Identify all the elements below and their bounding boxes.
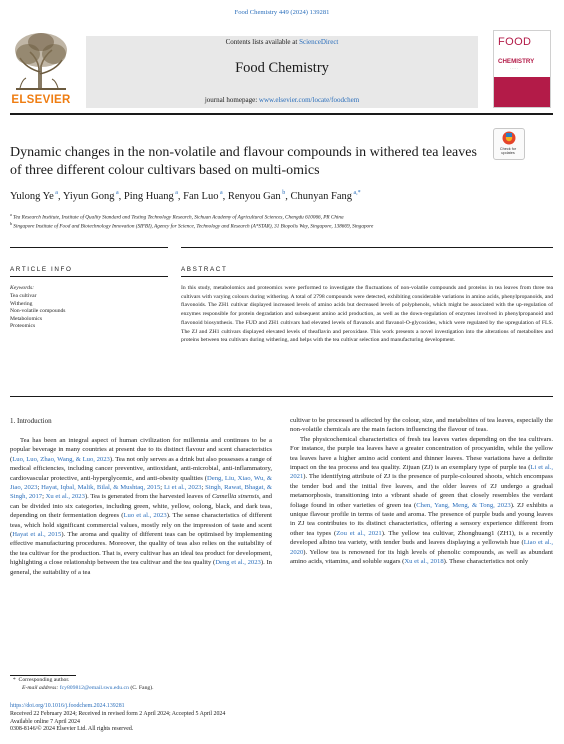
keywords-list	[10, 293, 65, 331]
affiliation-b	[10, 221, 490, 230]
homepage-line	[86, 96, 478, 104]
available-online-date: Available online 7 April 2024	[10, 718, 80, 725]
footnote-email	[22, 685, 154, 693]
body-text: ;	[42, 493, 46, 501]
body-text: ). The yellow tea cultivar, Zhonghuang1 (ZH1), is a recently developed albino tea variety, with tender buds and leaves displaying a yellowish hue (	[290, 529, 553, 547]
citation-link[interactable]: Hayat, Iqbal, Malik, Bilal, & Mushtaq, 2015	[41, 484, 161, 492]
citation-link[interactable]: Chen, Yang, Meng, & Tong, 2023	[416, 501, 511, 509]
author-separator: ,	[222, 191, 228, 202]
intro-right-column	[290, 416, 553, 567]
copyright-line: 0308-8146/© 2024 Elsevier Ltd. All rights reserved.	[10, 726, 134, 733]
keywords-label: Keywords:	[10, 285, 35, 291]
journal-cover[interactable]	[493, 30, 551, 108]
author-affiliation-marker[interactable]: a,*	[351, 190, 361, 196]
body-text: ). The aroma and quality of different teas can be optimised by implementing effective manufacturing procedures. Moreover, the quality of teas also relies on the suitability of the tea cultivar for the production. That is, every cultivar has an ideal tea product for development, highlighting a close relationship between the tea cultivar and the tea quality (	[10, 531, 272, 567]
author-name[interactable]: Ping Huang $^a$	[123, 190, 178, 202]
homepage-prefix: journal homepage:	[204, 96, 259, 104]
cover-word-chemistry: CHEMISTRY	[498, 58, 535, 65]
citation-link[interactable]: Hayat et al., 2015	[12, 531, 62, 539]
check-updates-label: Check for updates	[499, 147, 517, 156]
author-name[interactable]: Fan Luo $^a$	[183, 190, 223, 202]
body-paragraph	[290, 435, 553, 567]
body-text: ). ZJ exhibits a unique flavour profile in terms of taste and aroma. The presence of purple buds and young leaves in ZJ tea contributes to its distinct characteristics, offering a sensory experience different from other tea types (	[290, 501, 553, 537]
citation-link[interactable]: Luo et al., 2023	[123, 512, 167, 520]
keyword-item[interactable]: Metabolomics	[10, 315, 43, 322]
body-text: cultivar to be processed is affected by the colour, size, and metabolites of tea leaves, especially the non-volatile chemicals are the main factors influencing the flavour of teas.	[290, 417, 553, 434]
abstract-text: In this study, metabolomics and proteomics were performed to investigate the fluctuations of non-volatile compounds and proteins in tea leaves from three tea cultivars with varying colours during withering. A total of 2798 compounds were detected, exhibiting considerable variations in amino acids, phenylpropanoids, and flavonoids. The ZH1 cultivar displayed increased levels of amino acids but decreased levels of polyphenols, which might be associated with the up-regulation of enzymes responsible for protein degradation and subsequent amino acid production, as well as the down-regulation of enzymes involved in phenylpropanoid and flavonoid biosynthesis. The FUD and ZH1 cultivars had elevated levels of flavanols and flavanol-O-glycosides, which were regulated by the upregulation of FLS. The ZJ and ZH1 cultivars displayed elevated levels of theaflavin and peroxidase. This work presents a novel investigation into the alterations of metabolites and proteins between tea cultivars during withering, and helps with the tea cultivar selection and manufacturing development.	[181, 285, 553, 344]
homepage-link[interactable]: www.elsevier.com/locate/foodchem	[258, 96, 360, 104]
body-paragraph	[290, 416, 553, 435]
contents-line	[86, 38, 478, 46]
citation-link[interactable]: Xu et al., 2023	[45, 493, 85, 501]
author-affiliation-marker[interactable]: b	[280, 190, 286, 196]
citation-link[interactable]: Zou et al., 2021	[336, 529, 382, 537]
citation-link[interactable]: Deng et al., 2023	[215, 559, 261, 567]
author-separator: ,	[177, 191, 184, 202]
contents-prefix: Contents lists available at	[225, 38, 300, 46]
citation-link[interactable]: Singh, Rawat, Bhagat, & Singh, 2017	[10, 484, 272, 501]
body-text: ;	[201, 484, 206, 492]
affiliation-a-text: Tea Research Institute, Institute of Quality Standard and Testing Technology Research, Sichuan Academy of Agricultural Sciences, Chengdu 610066, PR China	[13, 214, 344, 221]
citation-link[interactable]: Liao et al., 2020	[290, 539, 553, 556]
author-affiliation-marker[interactable]: a	[218, 190, 223, 196]
cover-color-band	[494, 77, 550, 108]
article-info-rule-top	[10, 247, 168, 248]
abstract-rule-bottom	[10, 396, 553, 397]
email-link[interactable]: fcy809812@email.swu.edu.cn	[59, 685, 129, 691]
asterisk-marker: *	[10, 677, 19, 683]
author-name[interactable]: Renyou Gan $^b$	[227, 190, 286, 202]
abstract-rule-top	[181, 247, 553, 248]
section-heading-introduction: 1. Introduction	[10, 417, 52, 425]
author-separator: ,	[285, 191, 291, 202]
keyword-item[interactable]: Withering	[10, 300, 33, 307]
author-affiliation-marker[interactable]: a	[114, 190, 119, 196]
citation-link[interactable]: Xu et al., 2018	[404, 558, 444, 566]
keyword-item[interactable]: Tea cultivar	[10, 293, 37, 299]
author-name[interactable]: Yulong Ye $^a$	[10, 190, 58, 202]
author-name[interactable]: Yiyun Gong $^a$	[62, 190, 119, 202]
citation-link[interactable]: Deng, Liu, Xiao, Wu, & Jiao, 2023	[10, 474, 272, 492]
author-separator: ,	[57, 191, 63, 202]
body-text: ). Yellow tea is renowned for its high levels of phenolic compounds, as well as abundant amino acids, vitamins, and soluble sugars (	[290, 548, 553, 566]
article-info-rule-bottom	[10, 276, 168, 277]
journal-title: Food Chemistry	[235, 60, 329, 76]
footnote-corresponding	[10, 677, 69, 685]
affiliation-a	[10, 212, 490, 221]
journal-citation-link[interactable]: Food Chemistry 449 (2024) 139281	[234, 9, 330, 16]
citation-link[interactable]: Luo, Luo, Zhao, Wang, & Luo, 2023	[12, 455, 110, 463]
cover-fine-print: · · · · ·	[510, 67, 518, 71]
affiliation-b-marker: b	[10, 221, 12, 226]
body-text: ;	[37, 484, 42, 492]
footnote-rule	[10, 675, 76, 676]
author-affiliation-marker[interactable]: a	[53, 190, 58, 196]
affiliation-b-text: Singapore Institute of Food and Biotechnology Innovation (SIFBI), Agency for Science, Technology and Research (A*STAR), 31 Biopolis Way, Singapore, 138669, Singapore	[13, 223, 374, 230]
citation-link[interactable]: Li et al., 2023	[163, 484, 202, 492]
intro-left-column	[10, 436, 272, 577]
publisher-wordmark: ELSEVIER	[11, 94, 71, 106]
body-text: ). The identifying attribute of ZJ is the presence of purple-coloured shoots, which encompass the tender bud and the initial five leaves, and the older leaves of ZJ undergo a gradual metamorphosis, transitioning into a vibrant shade of green that closely resembles the verdant foliage found in other varieties of green tea (	[290, 473, 553, 509]
body-text: ). The sense characteristics of different teas, which hold significant commercial values, mostly rely on the impression of taste and scent (	[10, 512, 272, 539]
article-title: Dynamic changes in the non-volatile and flavour compounds in withered tea leaves of three different colour cultivars based on multi-omics	[10, 145, 477, 178]
header-rule	[10, 113, 553, 115]
received-dates: Received 22 February 2024; Received in revised form 2 April 2024; Accepted 5 April 2024	[10, 710, 226, 717]
corresponding-text: Corresponding author.	[18, 677, 70, 683]
sciencedirect-link[interactable]: ScienceDirect	[299, 38, 339, 46]
keyword-item[interactable]: Proteomics	[10, 323, 36, 330]
journal-citation-line	[0, 9, 564, 16]
email-suffix: (C. Fang).	[128, 685, 154, 691]
check-updates-icon	[494, 129, 524, 147]
body-text: ). Tea is generated from the harvested leaves of	[84, 493, 212, 501]
body-text: ). Tea not only serves as a drink but also possesses a range of medical efficiencies, including cancer preventive, antioxidant, anti-microbial, anti-inflammatory, cardiovascular protective, anti-hyperglycemic, and anti-obesity qualities (	[10, 455, 272, 482]
doi-link[interactable]: https://doi.org/10.1016/j.foodchem.2024.139281	[10, 703, 125, 709]
author-list	[10, 190, 530, 202]
species-name: Camellia sinensis	[212, 493, 260, 501]
article-meta-footer	[10, 703, 225, 734]
abstract-rule-mid	[181, 276, 553, 277]
body-text: ). In general, the suitability of a tea	[10, 559, 272, 576]
body-text: Tea has been an integral aspect of human civilization for millennia and continues to be a popular beverage in many countries at present due to its distinct flavour and scent characteristics (	[10, 437, 272, 463]
body-text: The physicochemical characteristics of fresh tea leaves varies depending on the tea cultivars. For instance, the purple tea leaves have a greater concentration of procyanidin, while the yellow tea leaves have a higher amino acid content and thinner leaves. These variations have a definite impact on the tea process and tea quality. Zijuan (ZJ) is an exemplary type of purple tea (	[290, 435, 553, 472]
body-paragraph	[10, 436, 272, 577]
body-text: , and can be divided into six categories, including green, white, yellow, oolong, black, and dark teas, depending on their fermentation degrees (	[10, 493, 272, 520]
affiliation-a-marker: a	[10, 212, 12, 217]
keyword-item[interactable]: Non-volatile compounds	[10, 308, 66, 315]
author-separator: ,	[118, 191, 124, 202]
citation-link[interactable]: Li et al., 2021	[290, 464, 553, 481]
body-text: ;	[160, 484, 164, 492]
author-affiliation-marker[interactable]: a	[173, 190, 178, 196]
article-info-heading: ARTICLE INFO	[10, 266, 73, 273]
cover-word-food: FOOD	[498, 36, 532, 48]
author-name[interactable]: Chunyan Fang $^{a,*}$	[290, 190, 361, 202]
email-label: E-mail address:	[22, 685, 60, 691]
body-text: ). These characteristics not only	[443, 558, 529, 566]
abstract-heading: ABSTRACT	[181, 266, 228, 273]
